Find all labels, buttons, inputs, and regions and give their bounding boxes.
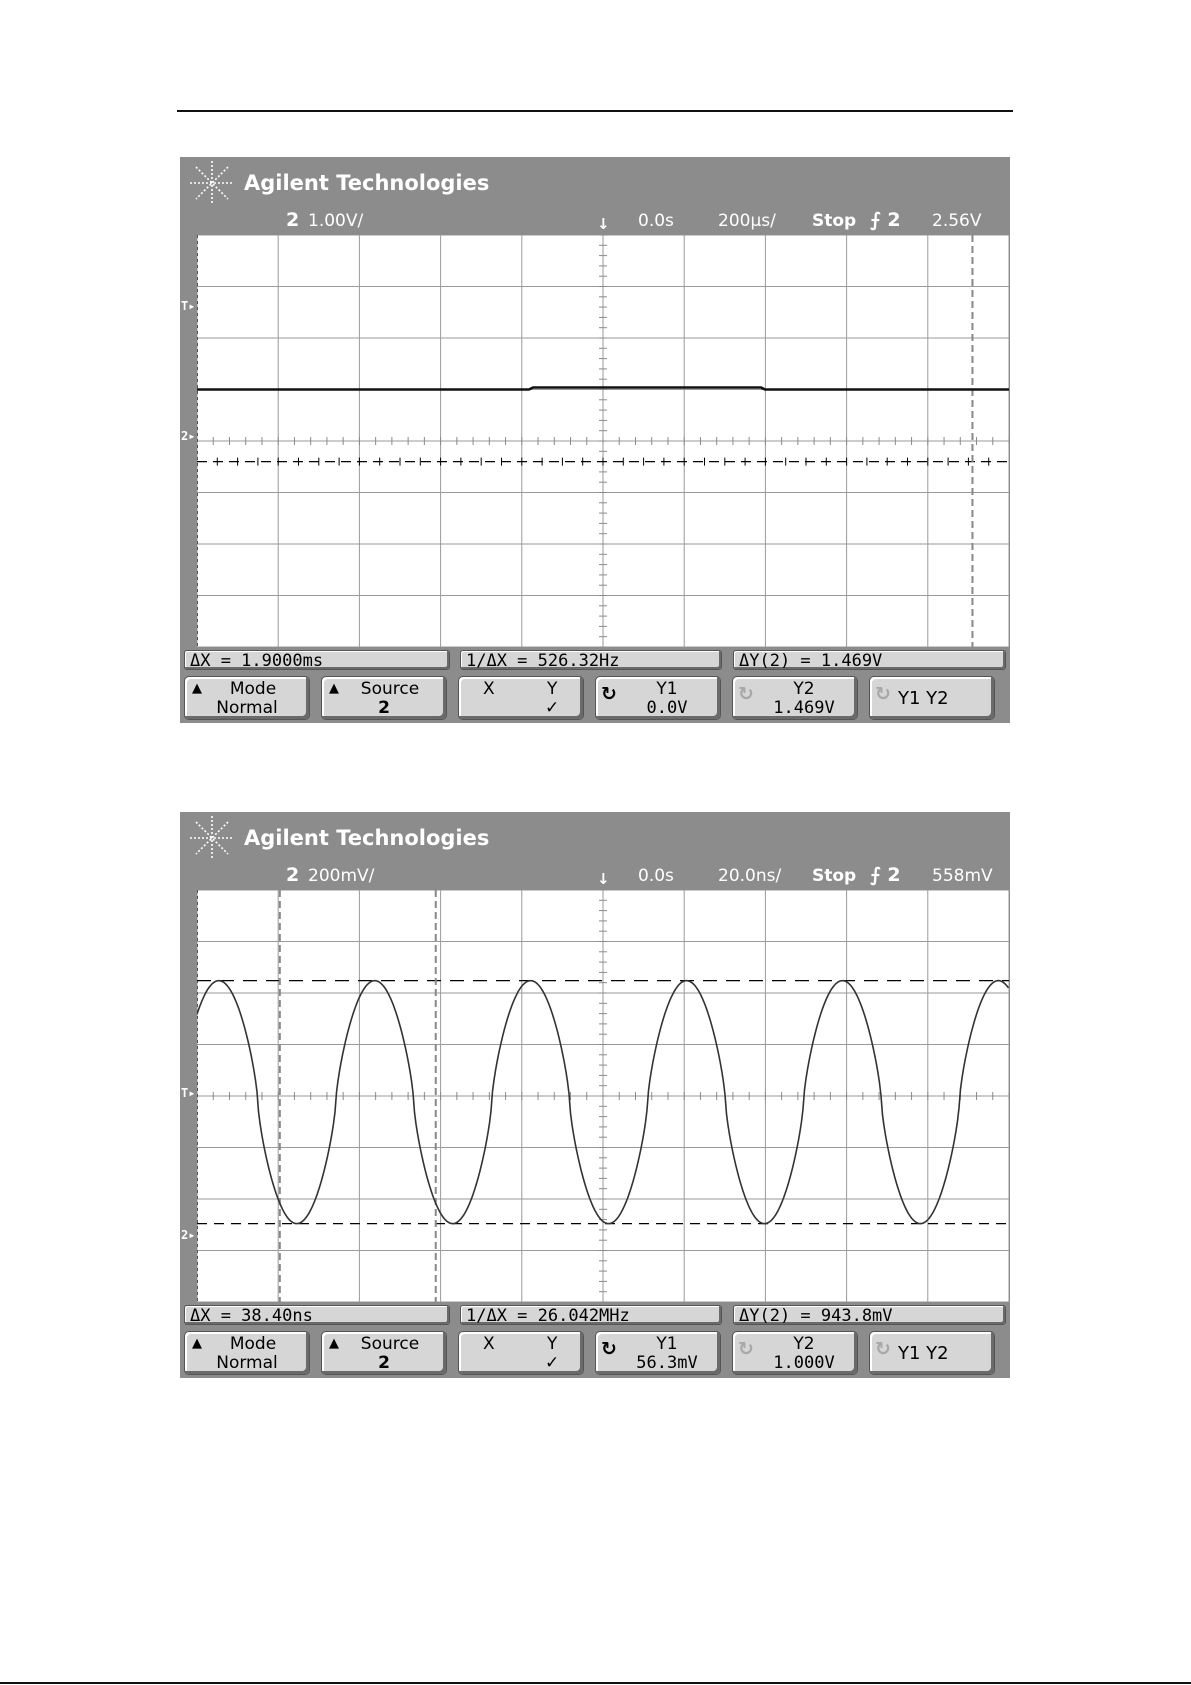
status-row	[180, 862, 1010, 890]
entry-knob-icon: ↻	[738, 683, 754, 705]
source-title: Source	[360, 1334, 420, 1354]
trigger-edge-icon	[870, 209, 901, 231]
trigger-position-icon: ↓	[597, 870, 610, 888]
y2-title: Y2	[793, 679, 815, 699]
brand-name: Agilent Technologies	[244, 171, 490, 195]
menu-up-icon: ▲	[192, 681, 202, 696]
y-label: Y	[547, 1334, 558, 1354]
y1-title: Y1	[656, 1334, 678, 1354]
xy-softkey[interactable]	[458, 676, 584, 720]
menu-up-icon: ▲	[329, 1336, 339, 1351]
entry-knob-icon: ↻	[875, 683, 891, 705]
trigger-position-icon: ↓	[597, 215, 610, 233]
mode-softkey[interactable]	[184, 676, 310, 720]
y2-value: 1.469V	[773, 698, 835, 718]
horizontal-delay: 0.0s	[638, 866, 674, 886]
delta-x-readout: ΔX = 38.40ns	[184, 1305, 450, 1325]
delta-y-readout: ΔY(2) = 943.8mV	[733, 1305, 1006, 1325]
trigger-edge-glyph: ⨍	[870, 209, 881, 231]
trigger-level-marker: T▸	[181, 1086, 196, 1100]
y2-cursor-softkey[interactable]	[732, 676, 858, 720]
oscilloscope-screenshot-2	[180, 812, 1010, 1378]
y1-y2-label: Y1 Y2	[898, 1343, 949, 1364]
entry-knob-icon: ↻	[601, 1338, 617, 1360]
timebase: 20.0ns/	[718, 866, 782, 886]
brand-name: Agilent Technologies	[244, 826, 490, 850]
check-icon: ✓	[545, 1353, 560, 1373]
page-bottom-rule	[0, 1682, 1191, 1684]
mode-softkey[interactable]	[184, 1331, 310, 1375]
agilent-spark-icon	[186, 814, 238, 862]
channel-scale: 200mV/	[308, 866, 375, 886]
channel-scale: 1.00V/	[308, 211, 364, 231]
agilent-spark-icon	[186, 159, 238, 207]
measurement-row	[184, 650, 1008, 672]
y1-value: 0.0V	[646, 698, 688, 718]
entry-knob-icon: ↻	[875, 1338, 891, 1360]
inverse-delta-x-readout: 1/ΔX = 526.32Hz	[460, 650, 722, 670]
brand-header	[186, 814, 489, 862]
measurement-row	[184, 1305, 1008, 1327]
source-softkey[interactable]	[321, 676, 447, 720]
trigger-edge-glyph: ⨍	[870, 864, 881, 886]
trigger-channel: 2	[887, 864, 901, 886]
x-label: X	[483, 679, 495, 699]
entry-knob-icon: ↻	[601, 683, 617, 705]
brand-header	[186, 159, 489, 207]
y1-y2-softkey[interactable]	[869, 1331, 995, 1375]
horizontal-delay: 0.0s	[638, 211, 674, 231]
y1-cursor-softkey[interactable]	[595, 676, 721, 720]
channel-number: 2	[286, 209, 300, 231]
trigger-level: 2.56V	[932, 211, 982, 231]
timebase: 200µs/	[718, 211, 776, 231]
trigger-channel: 2	[887, 209, 901, 231]
channel-ground-marker: 2▸	[181, 1228, 196, 1242]
y2-title: Y2	[793, 1334, 815, 1354]
mode-title: Mode	[229, 1334, 277, 1354]
page-top-rule	[177, 110, 1013, 112]
mode-value: Normal	[216, 698, 278, 718]
source-value: 2	[378, 698, 390, 718]
mode-value: Normal	[216, 1353, 278, 1373]
run-state: Stop	[812, 866, 857, 886]
y1-y2-label: Y1 Y2	[898, 688, 949, 709]
delta-y-readout: ΔY(2) = 1.469V	[733, 650, 1006, 670]
entry-knob-icon: ↻	[738, 1338, 754, 1360]
check-icon: ✓	[545, 698, 560, 718]
trigger-level: 558mV	[932, 866, 993, 886]
y2-value: 1.000V	[773, 1353, 835, 1373]
delta-x-readout: ΔX = 1.9000ms	[184, 650, 450, 670]
y1-cursor-softkey[interactable]	[595, 1331, 721, 1375]
source-title: Source	[360, 679, 420, 699]
oscilloscope-screenshot-1	[180, 157, 1010, 723]
waveform-plot	[197, 890, 1009, 1302]
run-state: Stop	[812, 211, 857, 231]
inverse-delta-x-readout: 1/ΔX = 26.042MHz	[460, 1305, 722, 1325]
menu-up-icon: ▲	[329, 681, 339, 696]
source-softkey[interactable]	[321, 1331, 447, 1375]
y1-title: Y1	[656, 679, 678, 699]
xy-softkey[interactable]	[458, 1331, 584, 1375]
trigger-edge-icon	[870, 864, 901, 886]
softkey-row	[184, 1331, 1008, 1377]
softkey-row	[184, 676, 1008, 722]
menu-up-icon: ▲	[192, 1336, 202, 1351]
y1-y2-softkey[interactable]	[869, 676, 995, 720]
waveform-display	[197, 235, 1009, 647]
channel-number: 2	[286, 864, 300, 886]
trigger-level-marker: T▸	[181, 299, 196, 313]
x-label: X	[483, 1334, 495, 1354]
waveform-display	[197, 890, 1009, 1302]
source-value: 2	[378, 1353, 390, 1373]
waveform-plot	[197, 235, 1009, 647]
y2-cursor-softkey[interactable]	[732, 1331, 858, 1375]
mode-title: Mode	[229, 679, 277, 699]
status-row	[180, 207, 1010, 235]
channel-ground-marker: 2▸	[181, 429, 196, 443]
y1-value: 56.3mV	[636, 1353, 698, 1373]
y-label: Y	[547, 679, 558, 699]
